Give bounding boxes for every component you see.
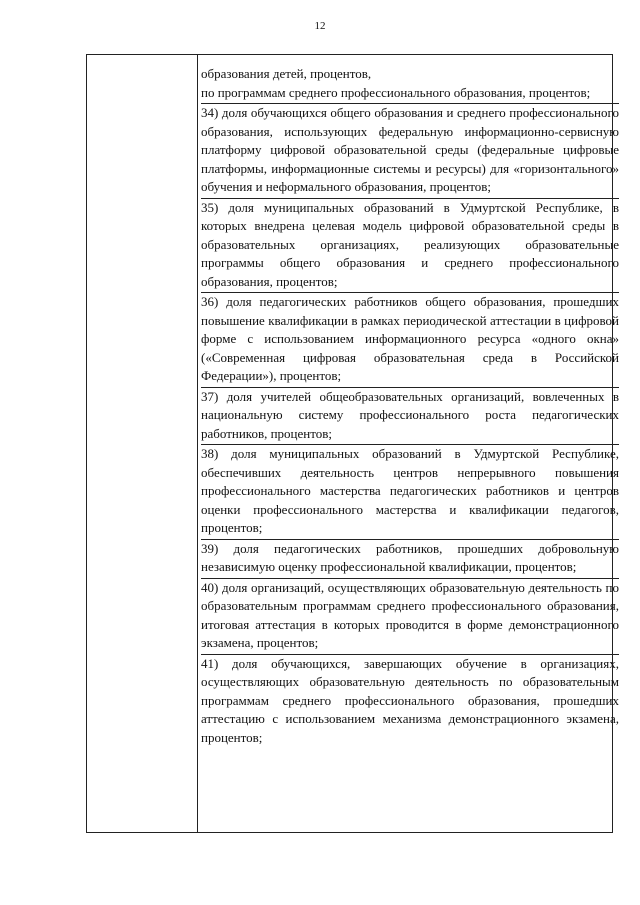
list-item: 39) доля педагогических работников, прошедших добровольную независимую оценку профессиональной квалификации, процентов;	[201, 539, 619, 577]
page-number: 12	[314, 20, 326, 32]
indicators-list	[196, 65, 622, 747]
list-item: 36) доля педагогических работников общего образования, прошедших повышение квалификации в рамках периодической аттестации в цифровой форме с использованием информационного ресурса «одного окна» («Современная цифровая образовательная среда в Российской Федерации»), процентов;	[201, 292, 619, 386]
list-item: 40) доля организаций, осуществляющих образовательную деятельность по образовательным программам среднего профессионального образования, итоговая аттестация в которых проводится в форме демонстрационного экзамена, процентов;	[201, 578, 619, 653]
list-item: 41) доля обучающихся, завершающих обучение в организациях, осуществляющих образовательную деятельность по образовательным программам среднего профессионального образования, прошедших аттестацию с использованием механизма демонстрационного экзамена, процентов;	[201, 654, 619, 748]
table-right-column	[196, 55, 619, 832]
list-item: образования детей, процентов,	[201, 66, 372, 81]
list-item: 34) доля обучающихся общего образования и среднего профессионального образования, использующих федеральную информационно-сервисную платформу цифровой образовательной среды (федеральные цифровые платформы, информационные системы и ресурсы) для «горизонтального» обучения и неформального образования, процентов;	[201, 103, 619, 197]
indicators-table	[86, 54, 619, 833]
list-item: по программам среднего профессионального образования, процентов;	[201, 84, 591, 100]
table-left-column	[86, 55, 198, 832]
list-item: 38) доля муниципальных образований в Удмуртской Республике, обеспечивших деятельность центров непрерывного повышения профессионального мастерства педагогических работников и центров оценки профессионального мастерства и квалификации педагогов, процентов;	[201, 444, 619, 538]
list-item: 37) доля учителей общеобразовательных организаций, вовлеченных в национальную систему профессионального роста педагогических работников, процентов;	[201, 387, 619, 444]
list-item: 35) доля муниципальных образований в Удмуртской Республике, в которых внедрена целевая модель цифровой образовательной среды в образовательных организациях, реализующих образовательные программы общего образования и среднего профессионального образования, процентов;	[201, 198, 619, 292]
